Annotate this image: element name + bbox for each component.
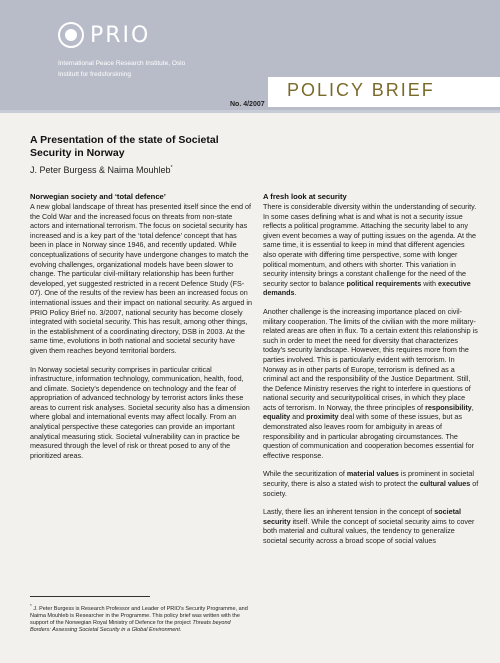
institute-name: International Peace Research Institute, Oslo — [58, 60, 186, 67]
issue-number: No. 4/2007 — [230, 101, 265, 108]
section-heading: A fresh look at security — [263, 192, 347, 201]
footnote: * J. Peter Burgess is Research Professor and Leader of PRIO's Security Programme, and Naima Mouhleb is Researcher in the Programme. This policy brief was written with the support of the Norwegian Royal Ministry of Defence for the project Threats beyond Borders: Assessing Societal Security in a Global Environment. — [30, 603, 248, 633]
header-strip — [0, 110, 500, 113]
footnote-rule — [30, 596, 150, 597]
series-label: POLICY BRIEF — [287, 80, 435, 100]
paragraph: A new global landscape of threat has presented itself since the end of the Cold War and the increased focus on threats from non-state actors and international terrorism. The focus on societal security has increased and is a key part of the ‘total defence’ concept that has been in place in Norway since 1946, and recently updated. While conceptualizations of security have undergone changes to match the evolving challenges, organizational models have been slower to change. The particular civil-military relationship has been further developed, yet suggested restricted in a recent Defence Study (FS-07). One of the results of the review has been an increased focus on international issues and their impact on national security. As argued in PRIO Policy Brief no. 3/2007, national security has become closely integrated with societal security. This has result, among other things, in the establishment of a coordinating directory, DSB in 2003. At the same time, evolutions in both national and societal security have given them reaches beyond territorial borders. — [30, 202, 253, 355]
paragraph: While the securitization of material values is prominent in societal security, there is also a stated wish to protect the cultural values of society. — [263, 469, 479, 498]
paragraph: There is considerable diversity within the understanding of security. In some cases defining what is and what is not a security issue reflects a political programme. Attaching the security label to any given event becomes a way of putting issues on the agenda. At the same time, it is essential to keep in mind that different agencies also operate with differing time perspective, some with longer political momentum, and others with shorter. This variation in security intensity brings a constant challenge for the need of the security sector to balance political requirements with executive demands. — [263, 202, 477, 298]
institute-name-norwegian: Institutt for fredsforskning — [58, 71, 131, 78]
prio-logo-icon — [58, 22, 84, 48]
authors: J. Peter Burgess & Naima Mouhleb* — [30, 165, 173, 175]
paragraph: In Norway societal security comprises in particular critical infrastructure, information technology, communication, health, food, and climate. Society's dependence on technology and the fear of appropriation of advanced technology by terrorist actors links these areas to current risk analyses. Societal security also has a dimension where global and international events may affect locally. From an analytical perspective these categories can provide an important analytical measuring stick. Societal vulnerability can in practice be measured through the level of risk or threat posed to any of the prioritized areas. — [30, 364, 250, 460]
left-column — [30, 192, 252, 469]
document-title: A Presentation of the state of Societal Security in Norway — [30, 134, 219, 159]
section-heading: Norwegian society and ‘total defence’ — [30, 192, 166, 201]
paragraph: Lastly, there lies an inherent tension in the concept of societal security itself. While the concept of societal security aims to cover both material and cultural values, the tendency to generalize societal security across a broad scope of social values — [263, 507, 475, 545]
prio-logo — [58, 22, 150, 48]
right-column — [263, 192, 479, 555]
logo-text: PRIO — [90, 22, 151, 48]
paragraph: Another challenge is the increasing importance placed on civil-military cooperation. The limits of the civilian with the more military-related areas are often in flux. To a certain extent this relationship is such in order to meet the need for diversity that characterizes today's security landscape. However, this requires more from the parties involved. This is particularly evident with terrorism. In Norway as in other parts of Europe, terrorism is defined as a criminal act and the responsibility of the Justice Department. Still, the Defence Ministry reserves the right to interfere in questions of national security and securitypolitical crises, in which they place acts of terrorism. In Norway, the three principles of responsibility, equality and proximity deal with some of these issues, but as demonstrated also leaves room for ambiguity in areas of responsibility and in particular abrogating circumstances. The question of communication and cooperation becomes essential for effective response. — [263, 306, 478, 460]
